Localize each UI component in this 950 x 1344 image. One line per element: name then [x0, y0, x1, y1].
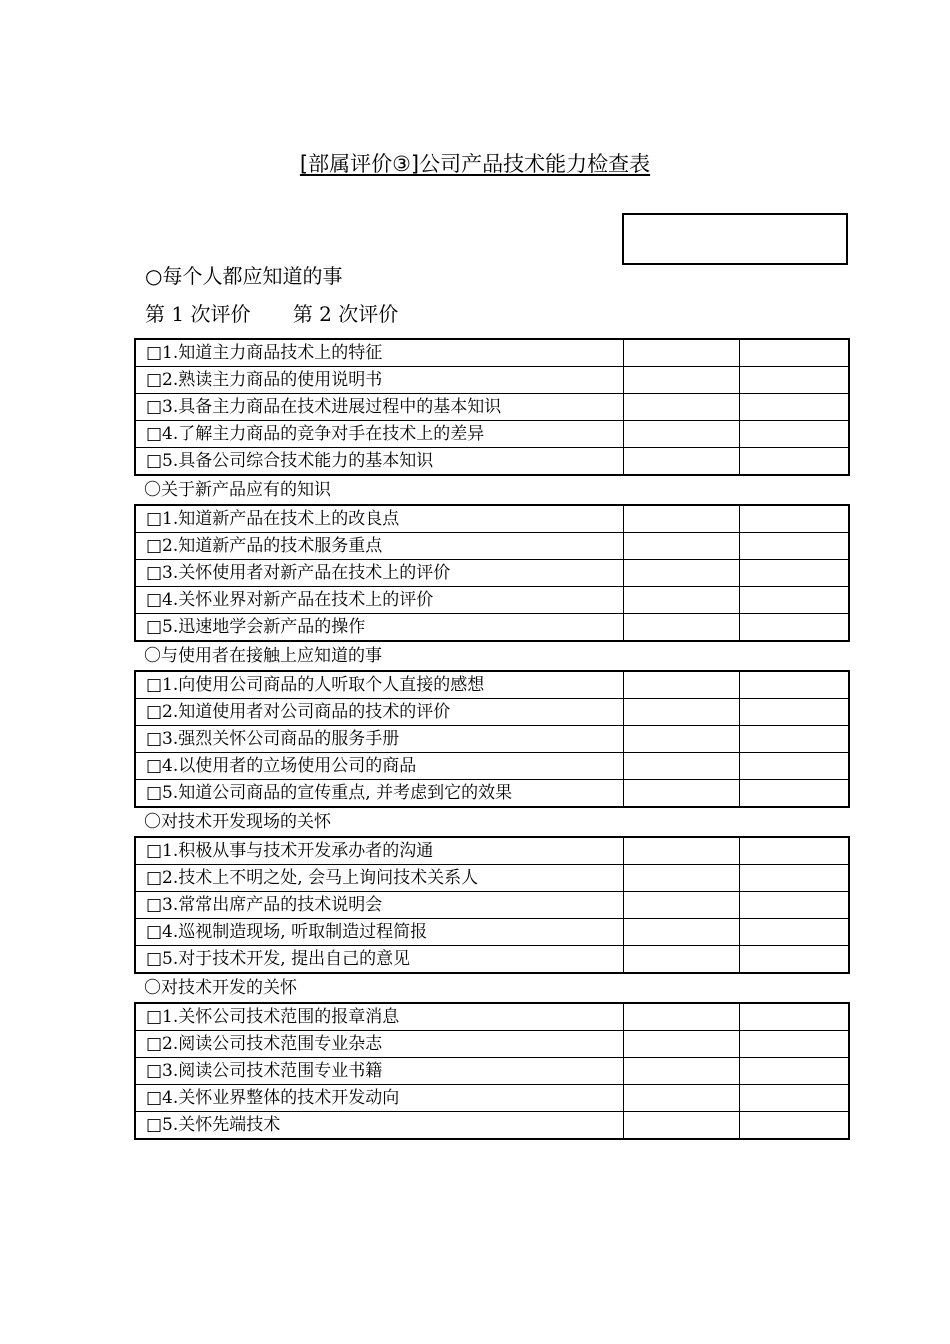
- second-evaluation-cell[interactable]: [739, 394, 849, 421]
- first-evaluation-cell[interactable]: [623, 1058, 739, 1085]
- checklist-table: [134, 1002, 850, 1140]
- first-evaluation-cell[interactable]: [623, 919, 739, 946]
- checklist-item[interactable]: □2.知道新产品的技术服务重点: [135, 533, 623, 560]
- checklist-item[interactable]: □4.了解主力商品的竞争对手在技术上的差异: [135, 421, 623, 448]
- checklist-item[interactable]: □5.具备公司综合技术能力的基本知识: [135, 448, 623, 476]
- checklist-row: [135, 587, 849, 614]
- second-evaluation-cell[interactable]: [739, 421, 849, 448]
- checklist-item[interactable]: □3.具备主力商品在技术进展过程中的基本知识: [135, 394, 623, 421]
- first-evaluation-cell[interactable]: [623, 614, 739, 642]
- first-evaluation-cell[interactable]: [623, 780, 739, 808]
- first-evaluation-cell[interactable]: [623, 726, 739, 753]
- second-evaluation-cell[interactable]: [739, 892, 849, 919]
- second-evaluation-label: 第 2 次评价: [292, 302, 399, 326]
- stamp-box: [622, 213, 848, 265]
- second-evaluation-cell[interactable]: [739, 699, 849, 726]
- section-heading: 〇对技术开发的关怀: [144, 978, 297, 998]
- evaluation-labels: [145, 300, 398, 328]
- first-evaluation-cell[interactable]: [623, 946, 739, 974]
- checklist-item[interactable]: □1.向使用公司商品的人听取个人直接的感想: [135, 671, 623, 699]
- first-evaluation-cell[interactable]: [623, 1112, 739, 1140]
- checklist-row: [135, 837, 849, 865]
- checklist-item[interactable]: □1.知道主力商品技术上的特征: [135, 339, 623, 367]
- checklist-item[interactable]: □4.以使用者的立场使用公司的商品: [135, 753, 623, 780]
- checklist-row: [135, 946, 849, 974]
- checklist-item[interactable]: □2.知道使用者对公司商品的技术的评价: [135, 699, 623, 726]
- checklist-item[interactable]: □4.关怀业界对新产品在技术上的评价: [135, 587, 623, 614]
- first-evaluation-cell[interactable]: [623, 753, 739, 780]
- second-evaluation-cell[interactable]: [739, 339, 849, 367]
- second-evaluation-cell[interactable]: [739, 1003, 849, 1031]
- checklist-row: [135, 421, 849, 448]
- checklist-row: [135, 614, 849, 642]
- second-evaluation-cell[interactable]: [739, 671, 849, 699]
- first-evaluation-cell[interactable]: [623, 339, 739, 367]
- checklist-row: [135, 892, 849, 919]
- second-evaluation-cell[interactable]: [739, 1085, 849, 1112]
- page-title-text: [部属评价③]公司产品技术能力检查表: [299, 152, 651, 176]
- checklist-row: [135, 1003, 849, 1031]
- checklist-item[interactable]: □2.阅读公司技术范围专业杂志: [135, 1031, 623, 1058]
- checklist-row: [135, 1085, 849, 1112]
- second-evaluation-cell[interactable]: [739, 865, 849, 892]
- second-evaluation-cell[interactable]: [739, 533, 849, 560]
- first-evaluation-cell[interactable]: [623, 1085, 739, 1112]
- second-evaluation-cell[interactable]: [739, 837, 849, 865]
- first-evaluation-cell[interactable]: [623, 865, 739, 892]
- first-evaluation-cell[interactable]: [623, 560, 739, 587]
- second-evaluation-cell[interactable]: [739, 505, 849, 533]
- checklist-item[interactable]: □1.关怀公司技术范围的报章消息: [135, 1003, 623, 1031]
- second-evaluation-cell[interactable]: [739, 753, 849, 780]
- second-evaluation-cell[interactable]: [739, 587, 849, 614]
- first-evaluation-cell[interactable]: [623, 367, 739, 394]
- checklist-item[interactable]: □3.常常出席产品的技术说明会: [135, 892, 623, 919]
- second-evaluation-cell[interactable]: [739, 726, 849, 753]
- checklist-sections: [134, 338, 848, 1140]
- second-evaluation-cell[interactable]: [739, 1058, 849, 1085]
- checklist-item[interactable]: □2.熟读主力商品的使用说明书: [135, 367, 623, 394]
- checklist-row: [135, 533, 849, 560]
- second-evaluation-cell[interactable]: [739, 919, 849, 946]
- first-evaluation-cell[interactable]: [623, 1031, 739, 1058]
- first-evaluation-cell[interactable]: [623, 448, 739, 476]
- checklist-item[interactable]: □5.关怀先端技术: [135, 1112, 623, 1140]
- checklist-item[interactable]: □3.强烈关怀公司商品的服务手册: [135, 726, 623, 753]
- checklist-row: [135, 726, 849, 753]
- checklist-row: [135, 699, 849, 726]
- second-evaluation-cell[interactable]: [739, 367, 849, 394]
- checklist-item[interactable]: □1.知道新产品在技术上的改良点: [135, 505, 623, 533]
- checklist-row: [135, 560, 849, 587]
- checklist-row: [135, 367, 849, 394]
- checklist-table: [134, 670, 850, 808]
- first-evaluation-cell[interactable]: [623, 1003, 739, 1031]
- checklist-item[interactable]: □5.对于技术开发, 提出自己的意见: [135, 946, 623, 974]
- checklist-row: [135, 339, 849, 367]
- first-evaluation-cell[interactable]: [623, 837, 739, 865]
- first-evaluation-cell[interactable]: [623, 587, 739, 614]
- intro-heading: ○每个人都应知道的事: [145, 264, 343, 288]
- checklist-row: [135, 448, 849, 476]
- checklist-item[interactable]: □4.巡视制造现场, 听取制造过程简报: [135, 919, 623, 946]
- second-evaluation-cell[interactable]: [739, 780, 849, 808]
- checklist-row: [135, 505, 849, 533]
- checklist-table: [134, 836, 850, 974]
- checklist-table: [134, 338, 850, 476]
- second-evaluation-cell[interactable]: [739, 614, 849, 642]
- first-evaluation-label: 第 1 次评价: [145, 302, 251, 326]
- first-evaluation-cell[interactable]: [623, 505, 739, 533]
- first-evaluation-cell[interactable]: [623, 892, 739, 919]
- first-evaluation-cell[interactable]: [623, 394, 739, 421]
- checklist-row: [135, 780, 849, 808]
- checklist-row: [135, 1112, 849, 1140]
- checklist-row: [135, 919, 849, 946]
- section-heading: 〇对技术开发现场的关怀: [144, 812, 331, 832]
- checklist-row: [135, 1058, 849, 1085]
- second-evaluation-cell[interactable]: [739, 448, 849, 476]
- checklist-row: [135, 865, 849, 892]
- section-heading: 〇关于新产品应有的知识: [144, 480, 331, 500]
- checklist-item[interactable]: □1.积极从事与技术开发承办者的沟通: [135, 837, 623, 865]
- checklist-row: [135, 1031, 849, 1058]
- checklist-row: [135, 753, 849, 780]
- second-evaluation-cell[interactable]: [739, 1112, 849, 1140]
- checklist-row: [135, 394, 849, 421]
- second-evaluation-cell[interactable]: [739, 1031, 849, 1058]
- checklist-table: [134, 504, 850, 642]
- first-evaluation-cell[interactable]: [623, 699, 739, 726]
- checklist-row: [135, 671, 849, 699]
- first-evaluation-cell[interactable]: [623, 671, 739, 699]
- checklist-item[interactable]: □3.阅读公司技术范围专业书籍: [135, 1058, 623, 1085]
- checklist-item[interactable]: □2.技术上不明之处, 会马上询问技术关系人: [135, 865, 623, 892]
- page-title: [0, 150, 950, 178]
- checklist-item[interactable]: □4.关怀业界整体的技术开发动向: [135, 1085, 623, 1112]
- first-evaluation-cell[interactable]: [623, 533, 739, 560]
- section-heading: 〇与使用者在接触上应知道的事: [144, 646, 382, 666]
- second-evaluation-cell[interactable]: [739, 946, 849, 974]
- checklist-item[interactable]: □5.知道公司商品的宣传重点, 并考虑到它的效果: [135, 780, 623, 808]
- checklist-item[interactable]: □3.关怀使用者对新产品在技术上的评价: [135, 560, 623, 587]
- first-evaluation-cell[interactable]: [623, 421, 739, 448]
- second-evaluation-cell[interactable]: [739, 560, 849, 587]
- checklist-item[interactable]: □5.迅速地学会新产品的操作: [135, 614, 623, 642]
